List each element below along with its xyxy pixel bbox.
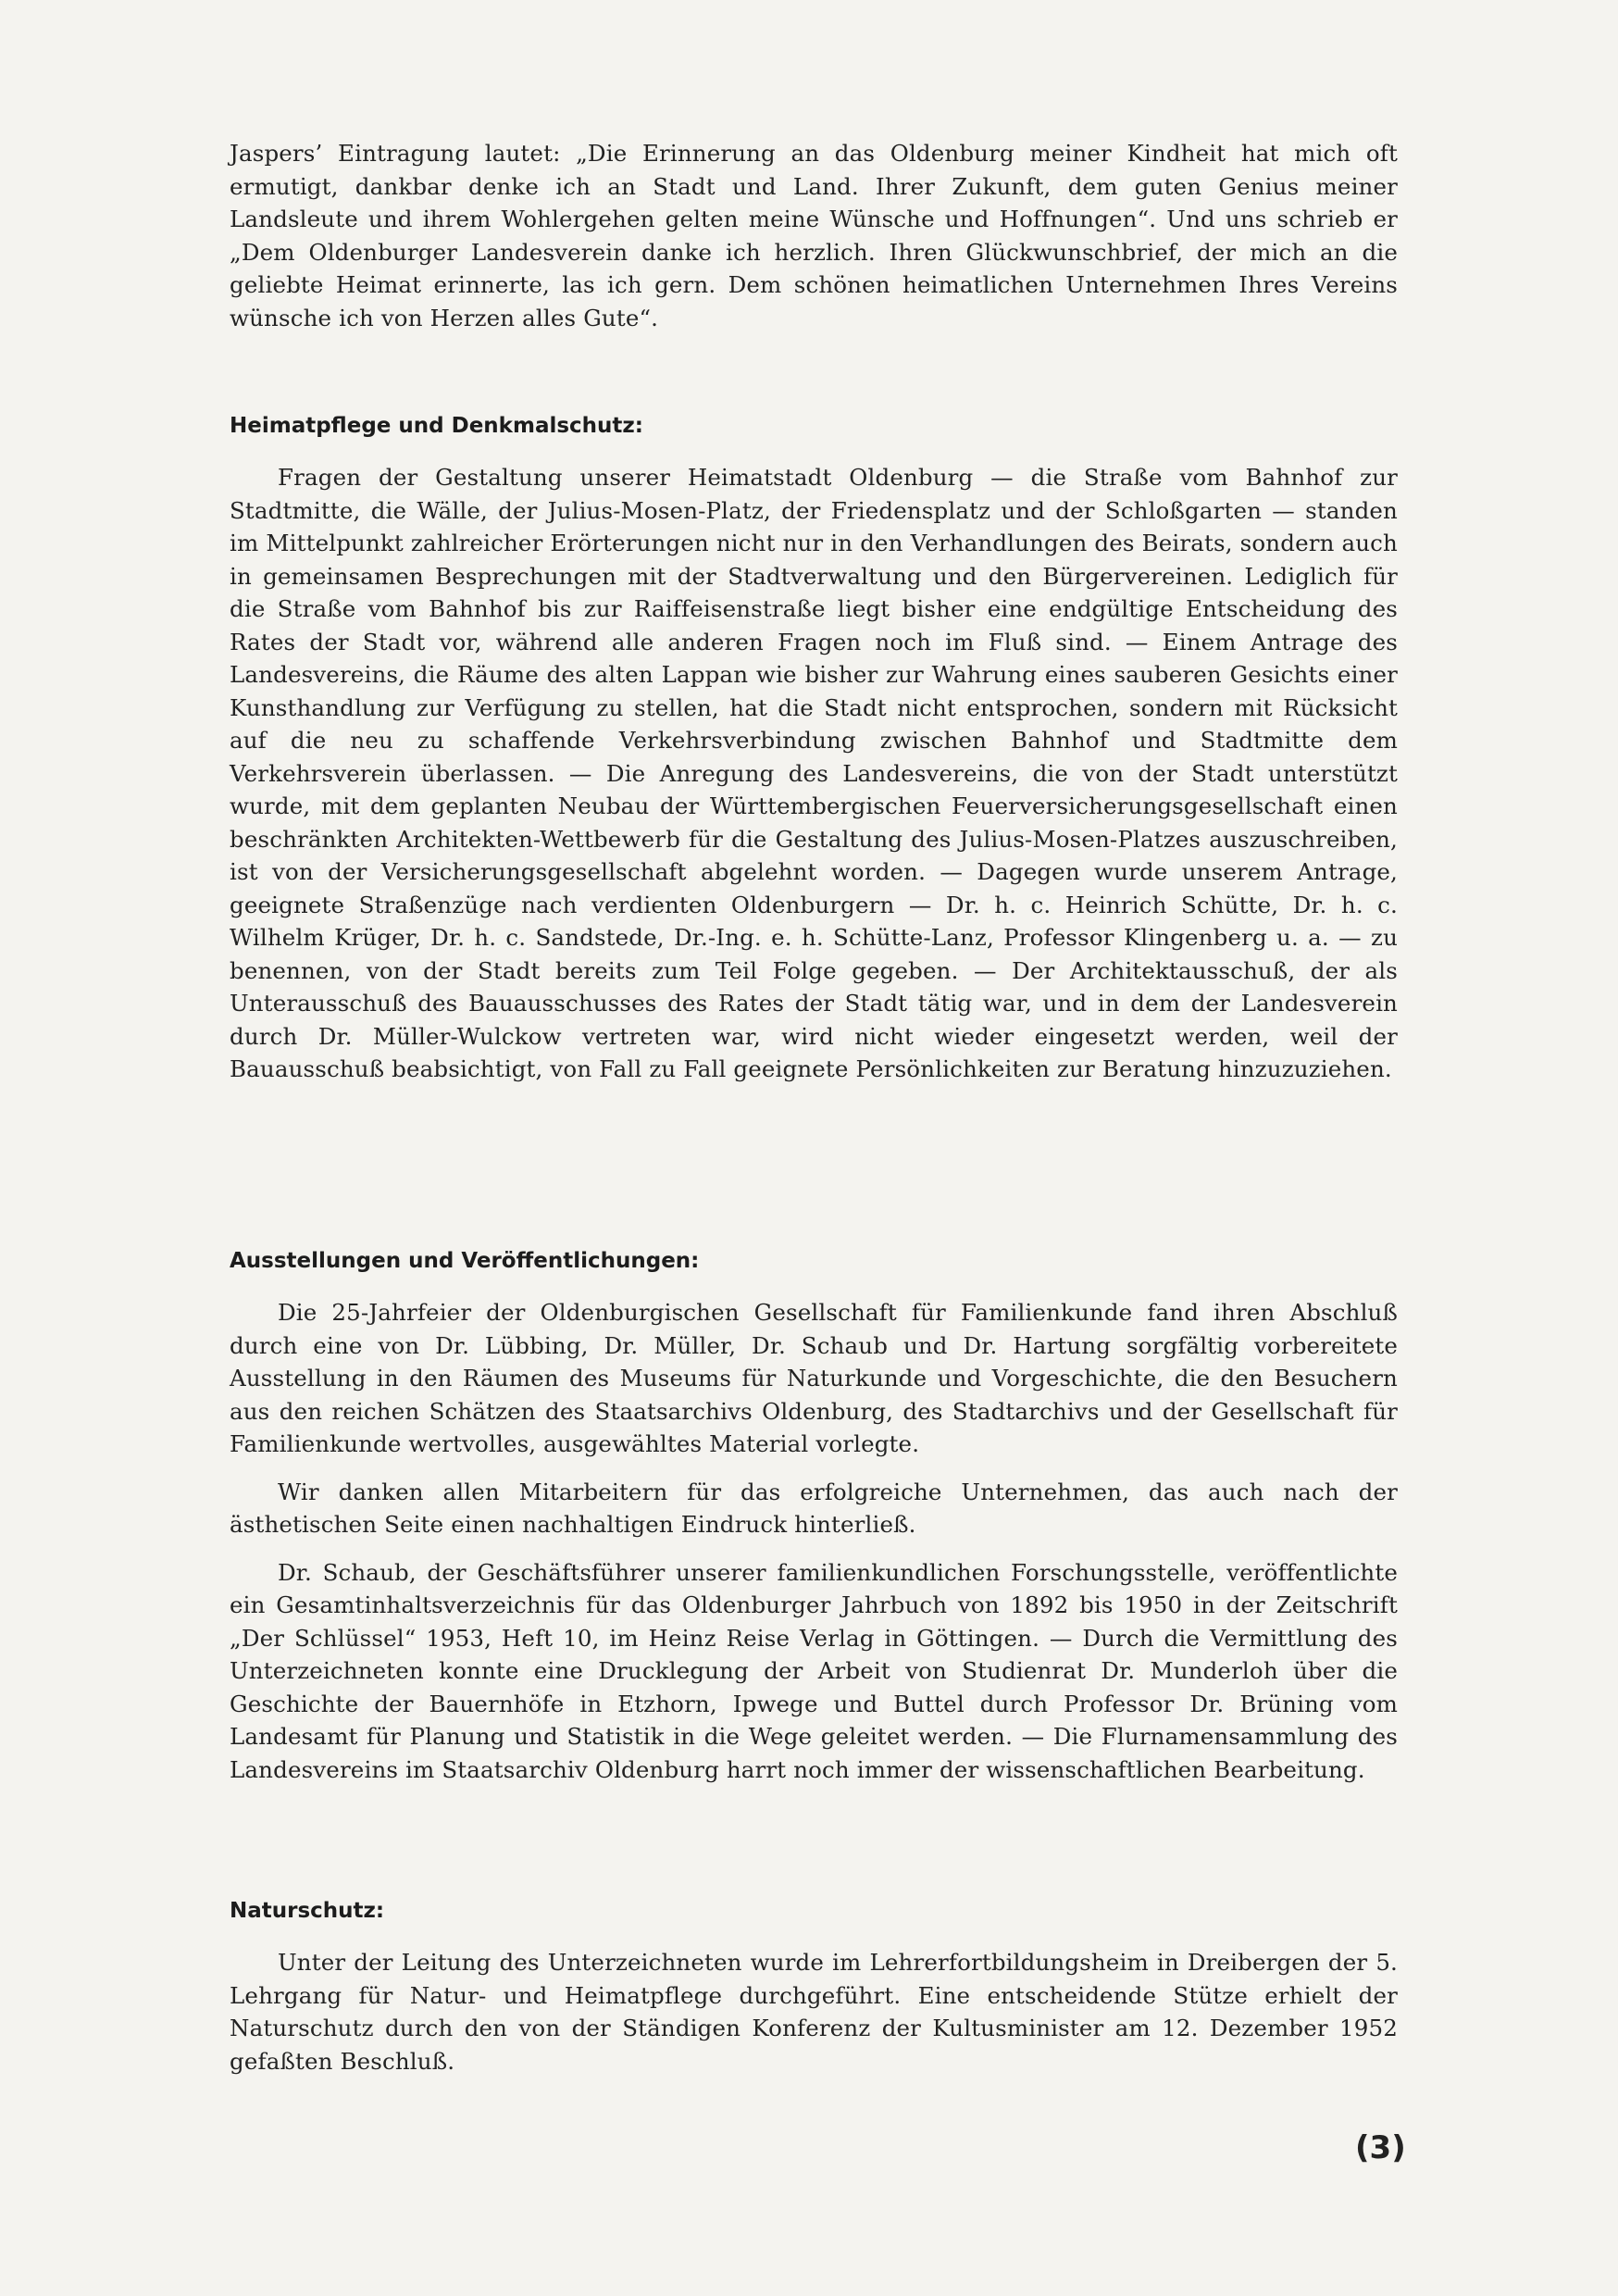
- ausstellungen-paragraph-2: Wir danken allen Mitarbeitern für das erfolgreiche Unternehmen, das auch nach der ästhetischen Seite einen nachhaltigen Eindruck hinterließ.: [230, 1478, 1398, 1538]
- page-number: (3): [1355, 2129, 1406, 2166]
- heimatpflege-section: [230, 411, 1398, 1086]
- intro-paragraph: Jaspers’ Eintragung lautet: „Die Erinnerung an das Oldenburg meiner Kindheit hat mich oft ermutigt, dankbar denke ich an Stadt und Land. Ihrer Zukunft, dem guten Genius meiner Landsleute und ihrem Wohlergehen gelten meine Wünsche und Hoffnungen“. Und uns schrieb er „Dem Oldenburger Landesverein danke ich herzlich. Ihren Glückwunschbrief, der mich an die geliebte Heimat erinnerte, las ich gern. Dem schönen heimatlichen Unternehmen Ihres Vereins wünsche ich von Herzen alles Gute“.: [230, 140, 1398, 331]
- naturschutz-section: [230, 1896, 1398, 2078]
- heimatpflege-paragraph: Fragen der Gestaltung unserer Heimatstadt Oldenburg — die Straße vom Bahnhof zur Stadtmitte, die Wälle, der Julius-Mosen-Platz, der Friedensplatz und der Schloßgarten — standen im Mittelpunkt zahlreicher Erörterungen nicht nur in den Verhandlungen des Beirats, sondern auch in gemeinsamen Besprechungen mit der Stadtverwaltung und den Bürgervereinen. Lediglich für die Straße vom Bahnhof bis zur Raiffeisenstraße liegt bisher eine endgültige Entscheidung des Rates der Stadt vor, während alle anderen Fragen noch im Fluß sind. — Einem Antrage des Landesvereins, die Räume des alten Lappan wie bisher zur Wahrung eines sauberen Gesichts einer Kunsthandlung zur Verfügung zu stellen, hat die Stadt nicht entsprochen, sondern mit Rücksicht auf die neu zu schaffende Verkehrsverbindung zwischen Bahnhof und Stadtmitte dem Verkehrsverein überlassen. — Die Anregung des Landesvereins, die von der Stadt unterstützt wurde, mit dem geplanten Neubau der Württembergischen Feuerversicherungsgesellschaft einen beschränkten Architekten-Wettbewerb für die Gestaltung des Julius-Mosen-Platzes auszuschreiben, ist von der Versicherungsgesellschaft abgelehnt worden. — Dagegen wurde unserem Antrage, geeignete Straßenzüge nach verdienten Oldenburgern — Dr. h. c. Heinrich Schütte, Dr. h. c. Wilhelm Krüger, Dr. h. c. Sandstede, Dr.-Ing. e. h. Schütte-Lanz, Professor Klingenberg u. a. — zu benennen, von der Stadt bereits zum Teil Folge gegeben. — Der Architektausschuß, der als Unterausschuß des Bauausschusses des Rates der Stadt tätig war, und in dem der Landesverein durch Dr. Müller-Wulckow vertreten war, wird nicht wieder eingesetzt werden, weil der Bauausschuß beabsichtigt, von Fall zu Fall geeignete Persönlichkeiten zur Beratung hinzuzuziehen.: [230, 464, 1398, 1082]
- ausstellungen-paragraph-3: Dr. Schaub, der Geschäftsführer unserer familienkundlichen Forschungsstelle, veröffentlichte ein Gesamtinhaltsverzeichnis für das Oldenburger Jahrbuch von 1892 bis 1950 in der Zeitschrift „Der Schlüssel“ 1953, Heft 10, im Heinz Reise Verlag in Göttingen. — Durch die Vermittlung des Unterzeichneten konnte eine Drucklegung der Arbeit von Studienrat Dr. Munderloh über die Geschichte der Bauernhöfe in Etzhorn, Ipwege und Buttel durch Professor Dr. Brüning vom Landesamt für Planung und Statistik in die Wege geleitet werden. — Die Flurnamensammlung des Landesvereins im Staatsarchiv Oldenburg harrt noch immer der wissenschaftlichen Bearbeitung.: [230, 1558, 1398, 1783]
- ausstellungen-section: [230, 1246, 1398, 1786]
- intro-section: [230, 137, 1398, 334]
- naturschutz-heading: Naturschutz:: [230, 1899, 385, 1923]
- ausstellungen-heading: Ausstellungen und Veröffentlichungen:: [230, 1249, 700, 1273]
- heimatpflege-heading: Heimatpflege und Denkmalschutz:: [230, 414, 643, 438]
- naturschutz-paragraph: Unter der Leitung des Unterzeichneten wurde im Lehrerfortbildungsheim in Dreibergen der 5. Lehrgang für Natur- und Heimatpflege durchgeführt. Eine entscheidende Stütze erhielt der Naturschutz durch den von der Ständigen Konferenz der Kultusminister am 12. Dezember 1952 gefaßten Beschluß.: [230, 1949, 1398, 2075]
- ausstellungen-paragraph-1: Die 25-Jahrfeier der Oldenburgischen Gesellschaft für Familienkunde fand ihren Abschluß durch eine von Dr. Lübbing, Dr. Müller, Dr. Schaub und Dr. Hartung sorgfältig vorbereitete Ausstellung in den Räumen des Museums für Naturkunde und Vorgeschichte, die den Besuchern aus den reichen Schätzen des Staatsarchivs Oldenburg, des Stadtarchivs und der Gesellschaft für Familienkunde wertvolles, ausgewähltes Material vorlegte.: [230, 1299, 1398, 1457]
